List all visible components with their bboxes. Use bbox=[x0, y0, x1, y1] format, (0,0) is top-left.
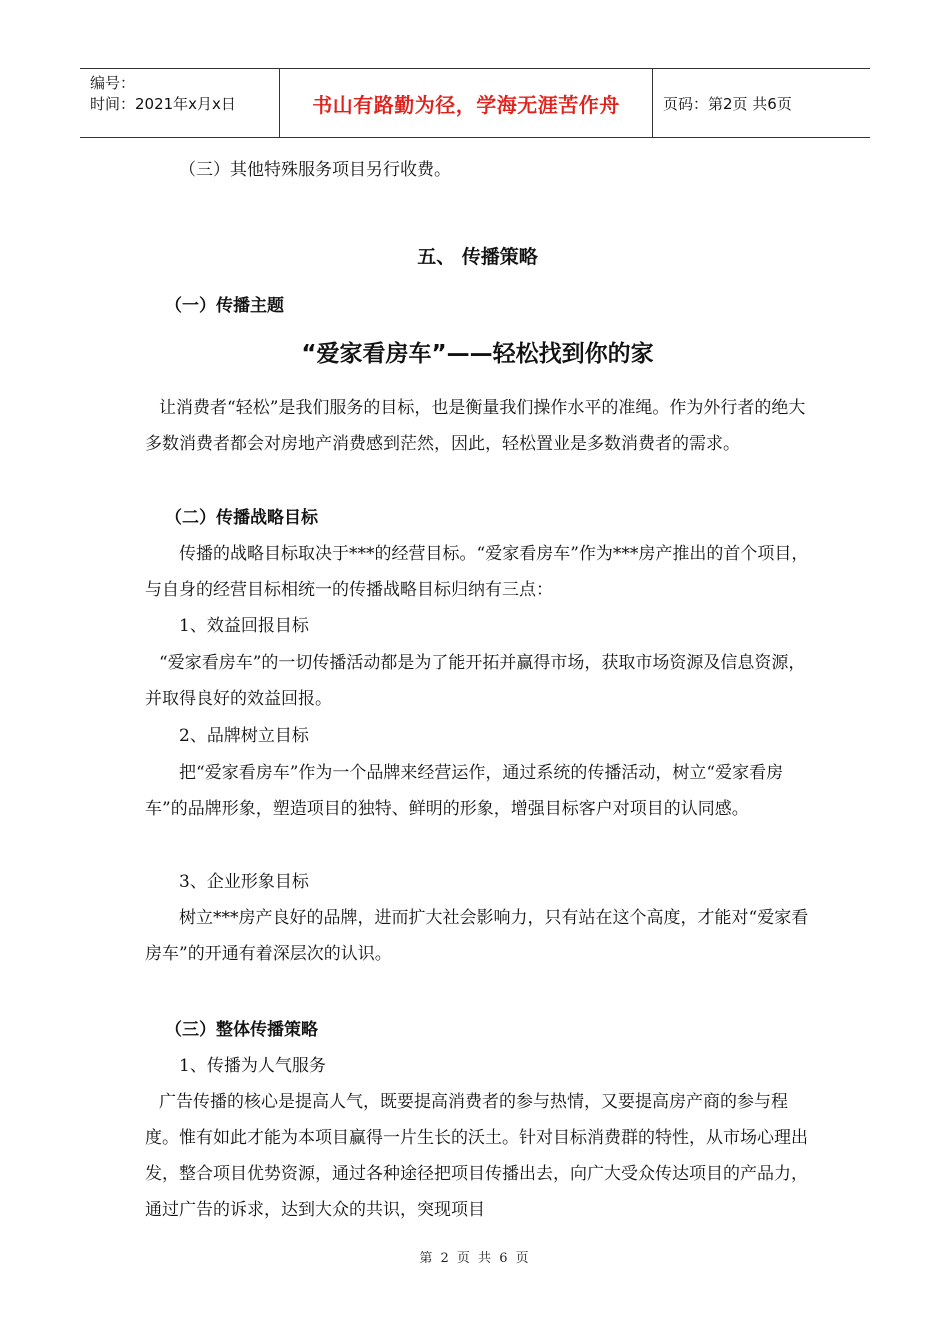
goal-1-title: 1、效益回报目标 bbox=[179, 616, 309, 636]
subsection-title-overall-strategy: （三）整体传播策略 bbox=[165, 1020, 318, 1040]
goal-3-text: 树立***房产良好的品牌，进而扩大社会影响力，只有站在这个高度，才能对“爱家看房车”的开通有着深层次的认识。 bbox=[145, 908, 809, 964]
goal-3-title: 3、企业形象目标 bbox=[179, 872, 309, 892]
time-label: 时间：2021年x月x日 bbox=[90, 95, 236, 113]
page-header bbox=[80, 68, 870, 138]
strategy-1-text: 广告传播的核心是提高人气，既要提高消费者的参与热情，又要提高房产商的参与程度。惟有如此才能为本项目赢得一片生长的沃土。针对目标消费群的特性，从市场心理出发，整合项目优势资源，通过各种途径把项目传播出去，向广大受众传达项目的产品力，通过广告的诉求，达到大众的共识，突现项目 bbox=[145, 1092, 808, 1220]
goal-1-text: “爱家看房车”的一切传播活动都是为了能开拓并赢得市场，获取市场资源及信息资源，并取得良好的效益回报。 bbox=[145, 653, 806, 709]
paragraph-ease: 让消费者“轻松”是我们服务的目标，也是衡量我们操作水平的准绳。作为外行者的绝大多数消费者都会对房地产消费感到茫然，因此，轻松置业是多数消费者的需求。 bbox=[145, 398, 806, 454]
paragraph-strategic-goals: 传播的战略目标取决于***的经营目标。“爱家看房车”作为***房产推出的首个项目，与自身的经营目标相统一的传播战略目标归纳有三点： bbox=[145, 544, 809, 600]
theme-slogan: “爱家看房车”——轻松找到你的家 bbox=[301, 341, 654, 367]
subsection-title-theme: （一）传播主题 bbox=[165, 296, 284, 316]
section-title: 五、 传播策略 bbox=[417, 246, 538, 268]
other-fees-line: （三）其他特殊服务项目另行收费。 bbox=[179, 160, 451, 180]
header-motto: 书山有路勤为径，学海无涯苦作舟 bbox=[280, 69, 653, 137]
header-page-code: 页码：第2页 共6页 bbox=[663, 94, 792, 113]
header-meta bbox=[80, 69, 280, 137]
goal-2-text: 把“爱家看房车”作为一个品牌来经营运作，通过系统的传播活动，树立“爱家看房车”的品牌形象，塑造项目的独特、鲜明的形象，增强目标客户对项目的认同感。 bbox=[145, 763, 784, 819]
subsection-title-strategic-goals: （二）传播战略目标 bbox=[165, 508, 318, 528]
number-label: 编号： bbox=[90, 74, 136, 92]
page-footer: 第 2 页 共 6 页 bbox=[419, 1251, 531, 1266]
goal-2-title: 2、品牌树立目标 bbox=[179, 726, 309, 746]
strategy-1-title: 1、传播为人气服务 bbox=[179, 1056, 326, 1076]
